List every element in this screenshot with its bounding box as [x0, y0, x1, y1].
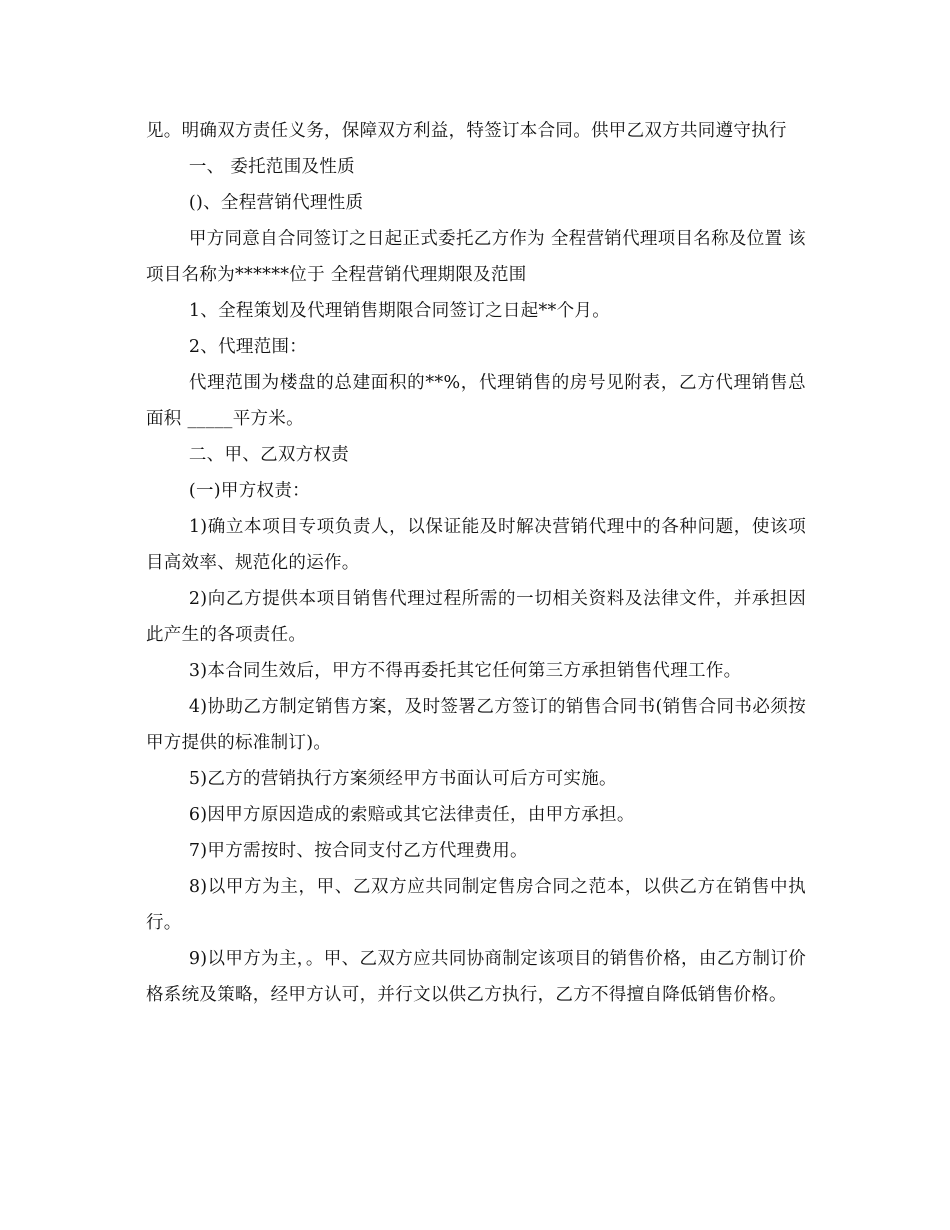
paragraph-range: 代理范围为楼盘的总建面积的**%，代理销售的房号见附表，乙方代理销售总面积 _____平方米。: [146, 373, 806, 429]
clause-2: 2)向乙方提供本项目销售代理过程所需的一切相关资料及法律文件，并承担因此产生的各项责任。: [146, 589, 806, 645]
clause-6: 6)因甲方原因造成的索赔或其它法律责任，由甲方承担。: [188, 805, 635, 825]
clause-4: 4)协助乙方制定销售方案，及时签署乙方签订的销售合同书(销售合同书必须按甲方提供的标准制订)。: [146, 697, 806, 753]
clause-7: 7)甲方需按时、按合同支付乙方代理费用。: [188, 841, 528, 861]
paragraph-term: 1、全程策划及代理销售期限合同签订之日起**个月。: [188, 301, 611, 321]
clause-8: 8)以甲方为主，甲、乙双方应共同制定售房合同之范本，以供乙方在销售中执行。: [146, 877, 806, 933]
section-heading-scope: 一、 委托范围及性质: [188, 157, 355, 177]
clause-3: 3)本合同生效后，甲方不得再委托其它任何第三方承担销售代理工作。: [188, 661, 742, 681]
paragraph-intro: 见。明确双方责任义务，保障双方利益，特签订本合同。供甲乙双方共同遵守执行: [146, 121, 787, 141]
document-body: [146, 113, 806, 1013]
subsection-heading-nature: ()、全程营销代理性质: [188, 193, 364, 213]
paragraph-range-heading: 2、代理范围：: [188, 337, 308, 357]
clause-1: 1)确立本项目专项负责人，以保证能及时解决营销代理中的各种问题，使该项目高效率、规范化的运作。: [146, 517, 806, 573]
section-heading-rights: 二、甲、乙双方权责: [188, 445, 350, 465]
subsection-heading-party-a: (一)甲方权责：: [188, 481, 310, 501]
clause-9: 9)以甲方为主，。甲、乙双方应共同协商制定该项目的销售价格，由乙方制订价格系统及策略，经甲方认可，并行文以供乙方执行，乙方不得擅自降低销售价格。: [146, 949, 806, 1005]
clause-5: 5)乙方的营销执行方案须经甲方书面认可后方可实施。: [188, 769, 617, 789]
paragraph-entrustment: 甲方同意自合同签订之日起正式委托乙方作为 全程营销代理项目名称及位置 该项目名称为******位于 全程营销代理期限及范围: [146, 229, 806, 285]
